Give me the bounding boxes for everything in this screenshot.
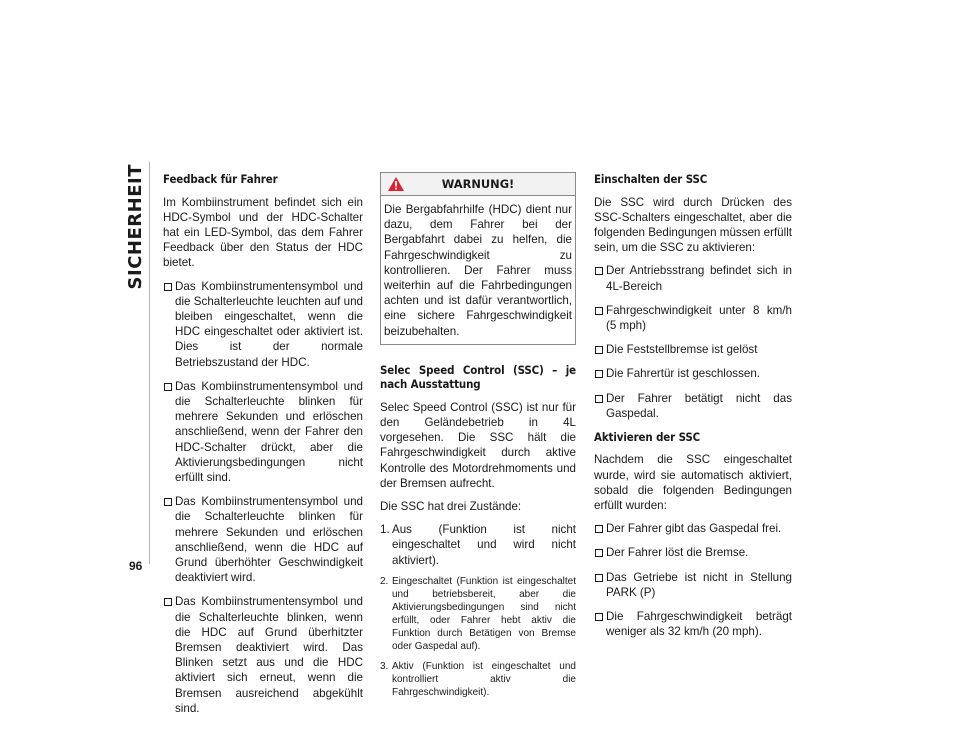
list-number: 1. (380, 523, 390, 537)
warning-text: Die Bergabfahrhilfe (HDC) dient nur dazu, dem Fahrer bei der Bergabfahrt dabei zu helfen, die Fahrgeschwindigkeit zu kontrollieren. Der Fahrer muss weiterhin auf die Fahrbedingungen achten und ist dafür verantwortlich, eine sichere Fahrgeschwindigkeit beizubehalten. (384, 203, 572, 338)
column-ssc-activation (594, 172, 792, 648)
list-item: Das Kombiinstrumentensymbol und die Schalterleuchte leuchten auf und bleiben eingeschaltet, wenn die HDC eingeschaltet oder aktiviert ist. Dies ist der normale Betriebszustand der HDC. (163, 279, 363, 370)
list-item: Fahrgeschwindigkeit unter 8 km/h (5 mph) (594, 303, 792, 333)
paragraph-feedback-intro: Im Kombiinstrument befindet sich ein HDC-Symbol und der HDC-Schalter hat ein LED-Symbol, das dem Fahrer Feedback über den Status der HDC bietet. (163, 195, 363, 270)
section-divider (149, 162, 150, 564)
list-item: Die Fahrertür ist geschlossen. (594, 366, 792, 381)
column-feedback (163, 172, 363, 725)
list-item (380, 522, 576, 568)
paragraph-ssc-states-intro: Die SSC hat drei Zustände: (380, 500, 522, 514)
list-item: Die Feststellbremse ist gelöst (594, 342, 792, 357)
column-ssc (380, 172, 576, 706)
list-number: 2. (380, 575, 389, 587)
warning-box (380, 172, 576, 345)
list-item: Der Fahrer betätigt nicht das Gaspedal. (594, 391, 792, 421)
heading-ssc: Selec Speed Control (SSC) – je nach Ausstattung (380, 362, 576, 392)
heading-ssc-activate: Aktivieren der SSC (594, 429, 701, 444)
list-item: Das Kombiinstrumentensymbol und die Schalterleuchte blinken für mehrere Sekunden und erlöschen anschließend, wenn der Fahrer den HDC-Schalter drückt, aber die Aktivierungsbedingungen nicht erfüllt sind. (163, 379, 363, 485)
heading-ssc-on: Einschalten der SSC (594, 172, 708, 186)
feedback-bullet-list (163, 279, 363, 716)
ssc-on-bullet-list (594, 263, 792, 421)
heading-feedback: Feedback für Fahrer (163, 172, 278, 186)
paragraph-ssc-activate-intro: Nachdem die SSC eingeschaltet wurde, wird sie automatisch aktiviert, sobald die folgenden Bedingungen erfüllt wurden: (594, 453, 792, 513)
list-item: Das Kombiinstrumentensymbol und die Schalterleuchte blinken für mehrere Sekunden und erlöschen anschließend, wenn die HDC auf Grund überhöhter Geschwindigkeit deaktiviert wird. (163, 494, 363, 585)
warning-header (381, 173, 575, 196)
list-item: Das Getriebe ist nicht in Stellung PARK (P) (594, 570, 792, 600)
section-tab: SICHERHEIT (125, 164, 146, 290)
paragraph-ssc-intro: Selec Speed Control (SSC) ist nur für den Geländebetrieb in 4L vorgesehen. Die SSC hält die Fahrgeschwindigkeit durch aktive Kontrolle des Motordrehmoments und der Bremsen aufrecht. (380, 400, 576, 490)
list-item (380, 660, 576, 699)
warning-triangle-icon (387, 176, 405, 192)
list-number: 3. (380, 660, 389, 672)
list-item: Die Fahrgeschwindigkeit beträgt weniger als 32 km/h (20 mph). (594, 609, 792, 639)
list-text: Aktiv (Funktion ist eingeschaltet und kontrolliert aktiv die Fahrgeschwindigkeit). (392, 660, 576, 698)
paragraph-ssc-on-intro: Die SSC wird durch Drücken des SSC-Schalters eingeschaltet, aber die folgenden Bedingungen müssen erfüllt sein, um die SSC zu aktivieren: (594, 195, 792, 255)
ssc-states-list (380, 522, 576, 699)
list-text: Eingeschaltet (Funktion ist eingeschaltet und betriebsbereit, aber die Aktivierungsbedingungen sind nicht erfüllt, oder Fahrer hebt aktiv die Funktion durch Betätigen von Bremse oder Gaspedal auf). (392, 575, 576, 652)
warning-title: WARNUNG! (441, 177, 515, 191)
list-item: Der Fahrer gibt das Gaspedal frei. (594, 521, 792, 536)
page-number: 96 (129, 559, 143, 573)
list-text: Aus (Funktion ist nicht eingeschaltet und wird nicht aktiviert). (392, 523, 576, 567)
list-item: Das Kombiinstrumentensymbol und die Schalterleuchte blinken, wenn die HDC auf Grund überhitzter Bremsen deaktiviert wird. Das Blinken setzt aus und die HDC aktiviert sich erneut, wenn die Bremsen ausreichend abgekühlt sind. (163, 594, 363, 716)
list-item: Der Antriebsstrang befindet sich in 4L-Bereich (594, 263, 792, 293)
list-item: Der Fahrer löst die Bremse. (594, 545, 792, 560)
list-item (380, 575, 576, 653)
ssc-activate-bullet-list (594, 521, 792, 639)
